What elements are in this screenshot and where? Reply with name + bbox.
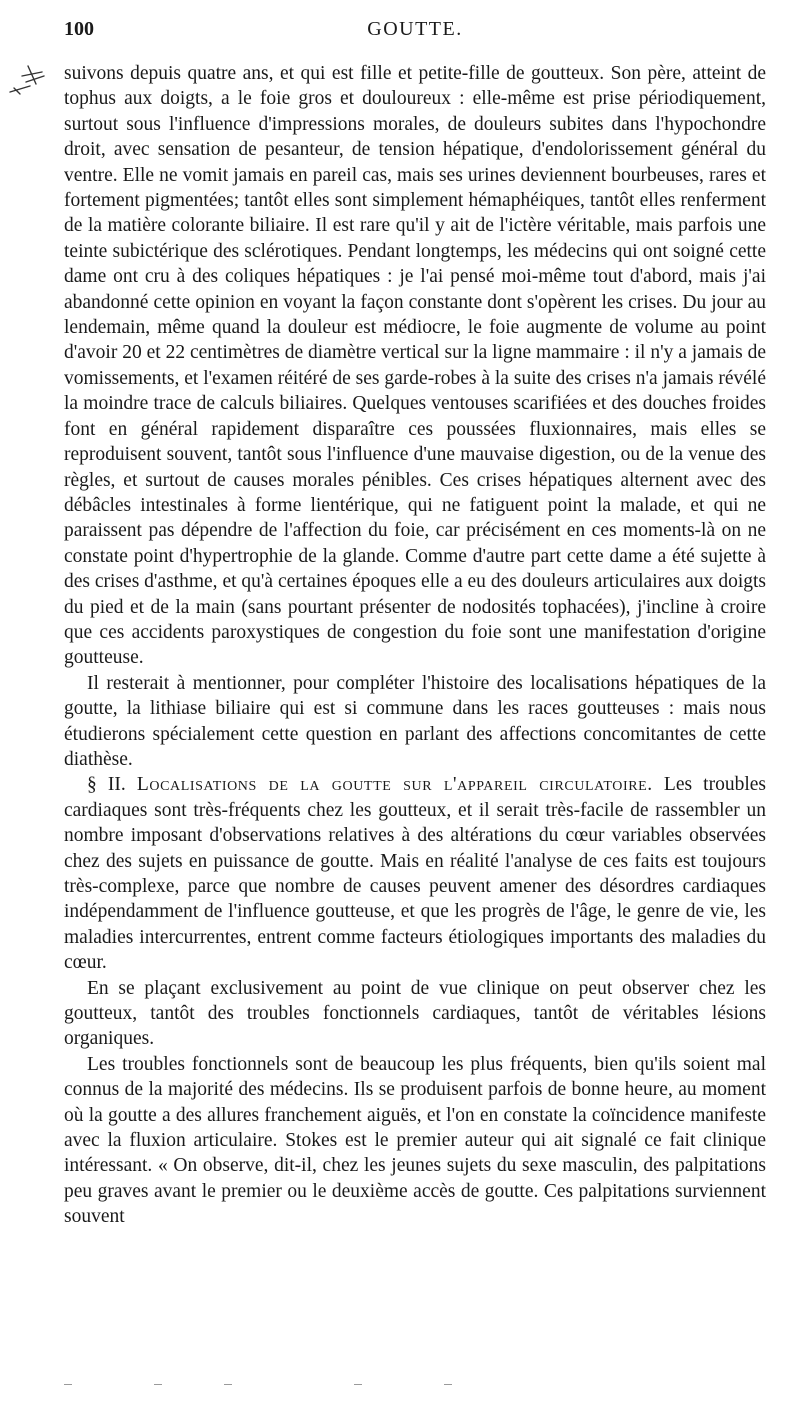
section-heading: Localisations de la goutte sur l'appareil circulatoire. [136,774,653,796]
scan-dash [354,1384,362,1385]
section-number: § II. [87,774,126,796]
scan-dash [224,1384,232,1385]
section-text: Les troubles cardiaques sont très-fréquents chez les goutteux, et il serait très-facile de rassembler un nombre imposant d'observations relatives à des altérations du cœur variables observées chez des sujets en puissance de goutte. Mais en réalité l'analyse de ces faits est toujours très-complexe, parce que nombre de causes peuvent amener des désordres cardiaques indépendamment de l'influence goutteuse, et que les progrès de l'âge, le genre de vie, les maladies intercurrentes, entrent comme facteurs étiologiques importants des maladies du cœur. [64,774,767,974]
page-number: 100 [64,18,94,40]
paragraph: Il resterait à mentionner, pour compléter l'histoire des localisations hépatiques de la goutte, la lithiase biliaire qui est si commune dans les races goutteuses : mais nous étudierons spécialement cette question en parlant des affections concomitantes de cette diathèse. [64,672,766,770]
section-paragraph [64,772,766,975]
running-head: GOUTTE. [367,18,463,40]
paragraph: Les troubles fonctionnels sont de beaucoup les plus fréquents, bien qu'ils soient mal connus de la majorité des médecins. Ils se produisent parfois de bonne heure, au moment où la goutte a des allures franchement aiguës, et l'on en constate la coïncidence manifeste avec la fluxion articulaire. Stokes est le premier auteur qui ait signalé ce fait clinique intéressant. « On observe, dit-il, chez les jeunes sujets du sexe masculin, des palpitations peu graves avant le premier ou le deuxième accès de goutte. Ces palpitations surviennent souvent [64,1053,766,1228]
scan-dash [444,1384,452,1385]
scan-dash [154,1384,162,1385]
page-header [64,18,766,48]
handwritten-margin-mark-icon [6,62,46,98]
paragraph: suivons depuis quatre ans, et qui est fille et petite-fille de goutteux. Son père, atteint de tophus aux doigts, a le foie gros et douloureux : elle-même est prise périodiquement, surtout sous l'influence d'impressions morales, de douleurs subites dans l'hypochondre droit, avec sensation de pesanteur, de tension hépatique, d'endolorissement général du ventre. Elle ne vomit jamais en pareil cas, mais ses urines deviennent bourbeuses, rares et fortement pigmentées; tantôt elles sont simplement hémaphéiques, tantôt elles renferment de la matière colorante biliaire. Il est rare qu'il y ait de l'ictère véritable, mais parfois une teinte subictérique des sclérotiques. Pendant longtemps, les médecins qui ont soigné cette dame ont cru à des coliques hépatiques : je l'ai pensé moi-même tout d'abord, mais j'ai abandonné cette opinion en voyant la façon constante dont s'opèrent les crises. Du jour au lendemain, même quand la douleur est médiocre, le foie augmente de volume au point d'avoir 20 et 22 centimètres de diamètre vertical sur la ligne mammaire : il n'y a jamais de vomissements, et l'examen réitéré de ses garde-robes à la suite des crises n'a jamais révélé la moindre trace de calculs biliaires. Quelques ventouses scarifiées et des douches froides font en général rapidement disparaître ces poussées fluxionnaires, mais elles se reproduisent souvent, tantôt sous l'influence d'une mauvaise digestion, ou de la venue des règles, et surtout de causes morales pénibles. Ces crises hépatiques alternent avec des débâcles intestinales à forme lientérique, qui ne fatiguent point la malade, et qui ne paraissent pas dépendre de l'affection du foie, car précisément en ces moments-là on ne constate point d'hypertrophie de la glande. Comme d'autre part cette dame a été sujette à des crises d'asthme, et qu'à certaines époques elle a eu des douleurs articulaires aux doigts du pied et de la main (sans pourtant présenter de nodosités tophacées), j'incline à croire que ces accidents paroxystiques de congestion du foie sont une manifestation d'origine goutteuse. [64,63,766,669]
body-text [64,61,766,1230]
paragraph: En se plaçant exclusivement au point de vue clinique on peut observer chez les goutteux, tantôt des troubles fonctionnels cardiaques, tantôt de véritables lésions organiques. [64,977,766,1050]
scan-artifact-marks [64,1384,564,1390]
scan-dash [64,1384,72,1385]
